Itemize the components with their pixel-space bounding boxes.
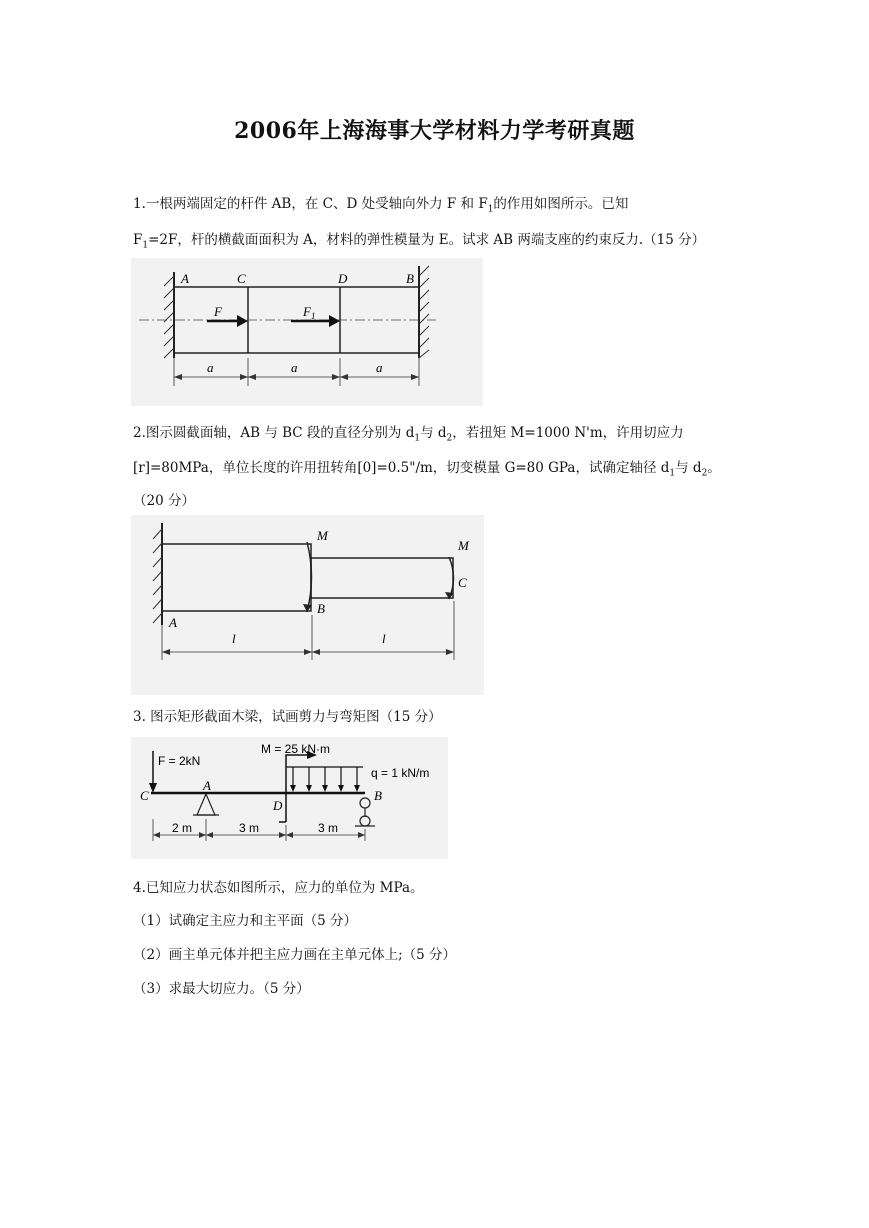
page-title: 2006年上海海事大学材料力学考研真题 — [234, 118, 635, 144]
q1-line-1: 1.一根两端固定的杆件 AB，在 C、D 处受轴向外力 F 和 $F_1$的作用如图所示。已知 — [133, 196, 629, 215]
force-F1-label: $F_1$ — [303, 304, 316, 321]
dim-2m: 2 m — [172, 821, 193, 835]
label-A: A — [203, 778, 211, 793]
q2-line-3: （20 分） — [133, 493, 195, 509]
label-B: B — [374, 788, 382, 803]
dim-l-1: l — [232, 631, 236, 646]
dim-a-1: a — [207, 360, 214, 375]
label-F: F = 2kN — [158, 754, 201, 768]
q4-item-2: （2）画主单元体并把主应力画在主单元体上;（5 分） — [133, 947, 457, 963]
label-D: D — [273, 798, 283, 813]
dim-3m-1: 3 m — [239, 821, 260, 835]
label-M: M = 25 kN·m — [261, 742, 331, 756]
dim-3m-2: 3 m — [318, 821, 339, 835]
force-F-label: F — [214, 304, 222, 319]
q1-line-2: $F_1=2F$，杆的横截面面积为 A，材料的弹性模量为 E。试求 AB 两端支座的约束反力.（15 分） — [133, 232, 706, 251]
dim-a-3: a — [376, 360, 383, 375]
q1-figure — [131, 258, 483, 406]
label-C: C — [458, 575, 467, 590]
label-M-C: M — [458, 538, 469, 553]
q2-line-2: [r]=80MPa，单位长度的许用扭转角[0]=0.5"/m，切变模量 G=80 GPa，试确定轴径 $d_1$与 $d_2$。 — [133, 460, 721, 479]
label-B: B — [317, 601, 325, 616]
label-B: B — [406, 271, 414, 286]
q3-figure — [131, 737, 448, 859]
label-M-B: M — [317, 528, 328, 543]
label-C: C — [237, 271, 246, 286]
q2-line-1: 2.图示圆截面轴，AB 与 BC 段的直径分别为 $d_1$与 $d_2$，若扭矩 M=1000 N'm，许用切应力 — [133, 425, 684, 444]
q4-line-1: 4.已知应力状态如图所示，应力的单位为 MPa。 — [133, 880, 424, 896]
label-A: A — [169, 615, 177, 630]
label-A: A — [181, 271, 189, 286]
label-D: D — [338, 271, 348, 286]
q2-figure — [131, 515, 484, 695]
label-C: C — [140, 788, 149, 803]
q4-item-3: （3）求最大切应力。（5 分） — [133, 981, 310, 997]
dim-l-2: l — [382, 631, 386, 646]
dim-a-2: a — [291, 360, 298, 375]
q4-item-1: （1）试确定主应力和主平面（5 分） — [133, 913, 357, 929]
q3-line-1: 3. 图示矩形截面木梁，试画剪力与弯矩图（15 分） — [133, 709, 442, 725]
label-q: q = 1 kN/m — [371, 766, 430, 780]
